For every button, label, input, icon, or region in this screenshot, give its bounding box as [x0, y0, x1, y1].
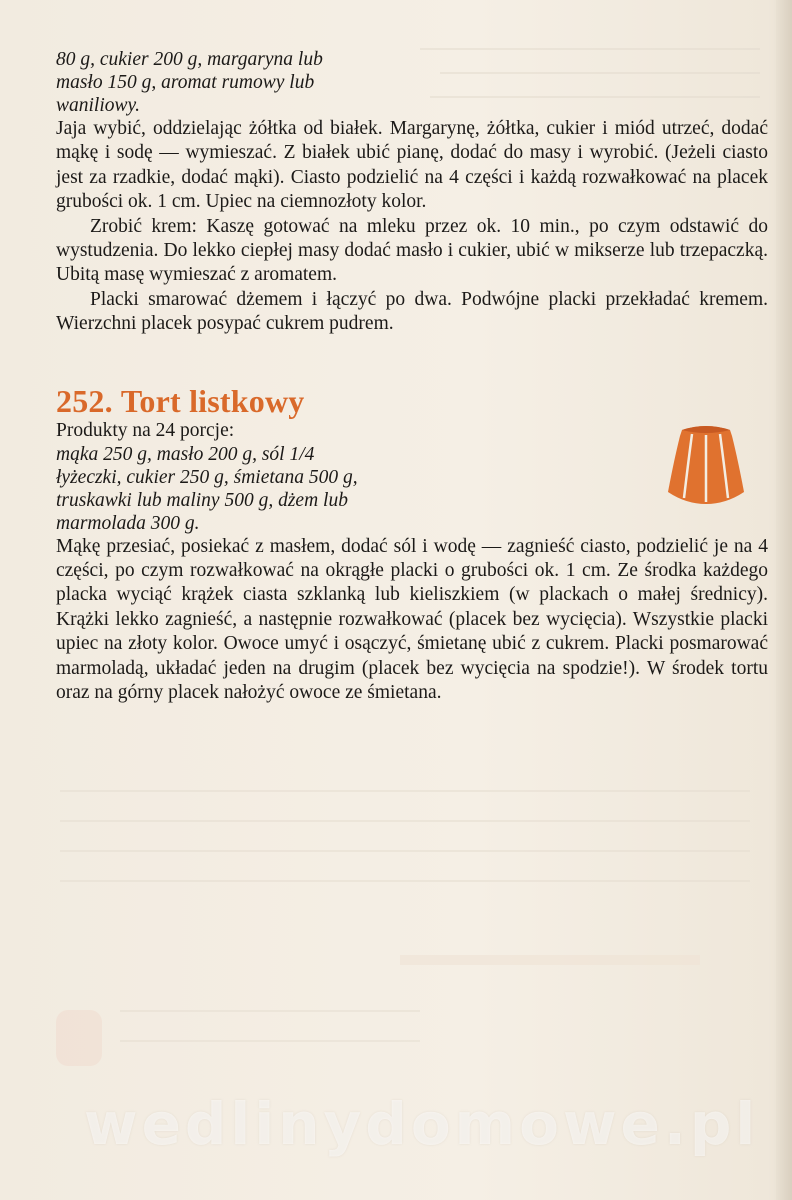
recipe-number: 252. — [56, 382, 113, 419]
previous-recipe-paragraph: Zrobić krem: Kaszę gotować na mleku przez ok. 10 min., po czym odstawić do wystudzenia. Do lekko ciepłej masy dodać masło i cukier, ubić w mikserze lub trzepaczką. Ubitą masę wymieszać z aromatem. — [56, 215, 768, 286]
cake-mold-icon — [666, 420, 746, 504]
recipe-name: Tort listkowy — [120, 382, 305, 419]
recipe-instructions: Mąkę przesiać, posiekać z masłem, dodać sól i wodę — zagnieść ciasto, podzielić je na 4 części, po czym rozwałkować na okrągłe placki o grubości ok. 1 cm. Ze środka każdego placka wyciąć krążek ciasta szklanką lub kieliszkiem (w plackach o małej średnicy). Krążki lekko zagnieść, a następnie rozwałkować (placek bez wycięcia). Wszystkie placki upiec na złoty kolor. Owoce umyć i osączyć, śmietanę ubić z cukrem. Placki posmarować marmoladą, układać jeden na drugim (placek bez wycięcia na spodzie!). W środek tortu oraz na górny placek nałożyć owoce ze śmietana. — [56, 535, 768, 704]
ingredients-line: 80 g, cukier 200 g, margaryna lub — [56, 49, 323, 70]
recipe-ingredients — [56, 443, 476, 535]
watermark: wedlinydomowe.pl — [84, 1090, 760, 1158]
ingredients-line: waniliowy. — [56, 95, 140, 116]
recipe-portions: Produkty na 24 porcje: — [56, 419, 235, 441]
ingredients-line: masło 150 g, aromat rumowy lub — [56, 72, 315, 93]
ingredients-line: truskawki lub maliny 500 g, dżem lub — [56, 489, 348, 511]
ingredients-line: marmolada 300 g. — [56, 512, 200, 534]
previous-recipe-paragraph: Placki smarować dżemem i łączyć po dwa. Podwójne placki przekładać kremem. Wierzchni placek posypać cukrem pudrem. — [56, 288, 768, 335]
ingredients-line: mąka 250 g, masło 200 g, sól 1/4 — [56, 443, 315, 465]
recipe-title — [56, 383, 768, 419]
previous-recipe-ingredients — [56, 48, 476, 117]
previous-recipe-paragraph: Jaja wybić, oddzielając żółtka od białek. Margarynę, żółtka, cukier i miód utrzeć, dodać mąkę i sodę — wymieszać. Z białek ubić pianę, dodać do masy i wyrobić. (Jeżeli ciasto jest za rzadkie, dodać mąki). Ciasto podzielić na 4 części i każdą rozwałkować na placek grubości ok. 1 cm. Upiec na ciemnozłoty kolor. — [56, 118, 768, 213]
ingredients-line: łyżeczki, cukier 250 g, śmietana 500 g, — [56, 466, 358, 488]
page-content — [56, 48, 768, 706]
